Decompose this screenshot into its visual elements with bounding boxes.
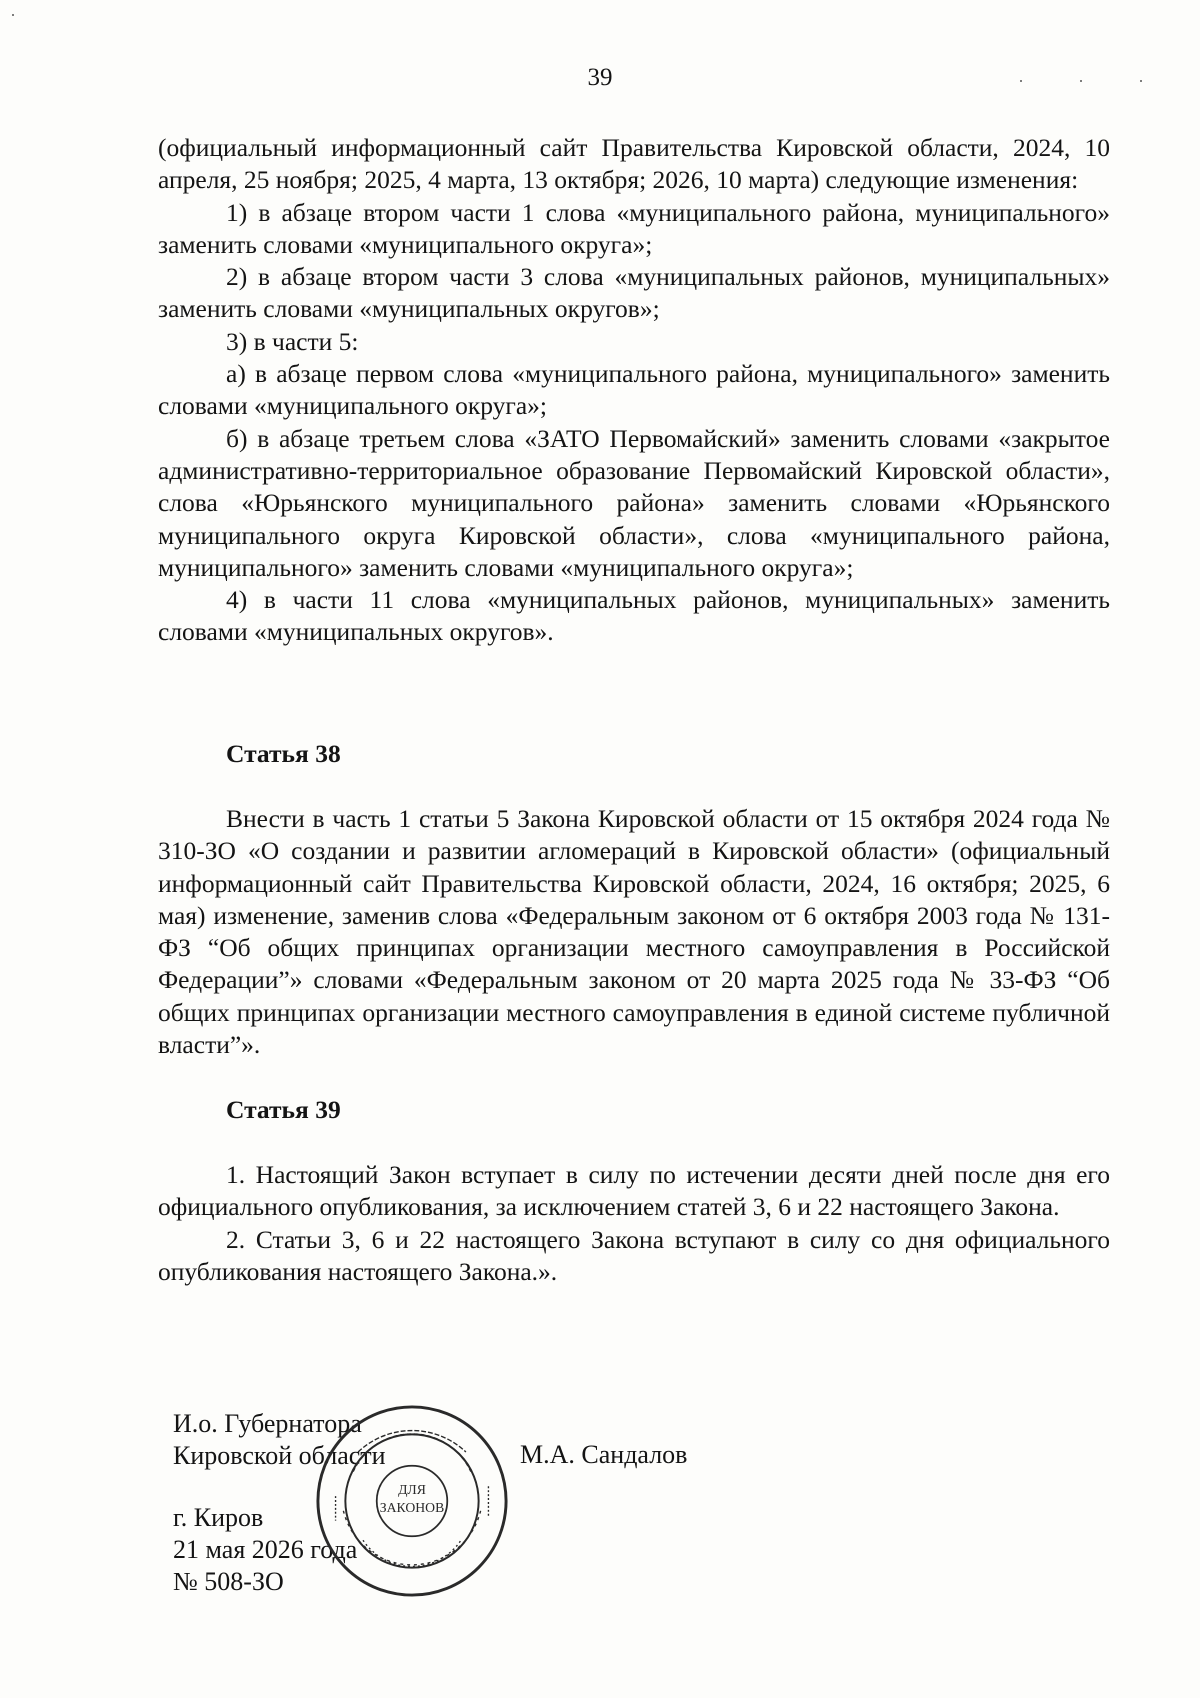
article-38-body [158,803,1110,1061]
continuation-text [158,132,1110,649]
svg-text:ДЛЯ: ДЛЯ [398,1482,426,1498]
article-39 [158,1094,1110,1126]
paragraph-intro: (официальный информационный сайт Правительства Кировской области, 2024, 10 апреля, 25 ноября; 2025, 4 марта, 13 октября; 2026, 10 марта) следующие изменения: [158,133,1110,195]
article-38 [158,738,1110,770]
article-39-heading: Статья 39 [226,1095,341,1124]
scan-speck [12,14,14,16]
article-39-item-1: 1. Настоящий Закон вступает в силу по истечении десяти дней после дня его официального опубликования, за исключением статей 3, 6 и 22 настоящего Закона. [158,1160,1110,1222]
list-item-3b: б) в абзаце третьем слова «ЗАТО Первомайский» заменить словами «закрытое административно-территориальное образование Первомайский Кировской области», слова «Юрьянского муниципального района» заменить словами «Юрьянского муниципального округа Кировской области», слова «муниципального района, муниципального» заменить словами «муниципального округа»; [158,423,1110,582]
article-38-heading: Статья 38 [226,739,341,768]
list-item-4: 4) в части 11 слова «муниципальных районов, муниципальных» заменить словами «муниципальных округов». [158,585,1110,647]
signatory-title-line-2: Кировской области [173,1441,386,1470]
official-seal-icon [314,1403,510,1599]
signatory-title-line-1: И.о. Губернатора [173,1409,362,1438]
signatory-name: М.А. Сандалов [520,1440,688,1469]
law-number: № 508-ЗО [173,1567,284,1596]
article-39-item-2: 2. Статьи 3, 6 и 22 настоящего Закона вступают в силу со дня официального опубликования настоящего Закона.». [158,1224,1110,1286]
list-item-1: 1) в абзаце втором части 1 слова «муниципального района, муниципального» заменить словами «муниципального округа»; [158,197,1110,259]
list-item-2: 2) в абзаце втором части 3 слова «муниципальных районов, муниципальных» заменить словами «муниципальных округов»; [158,262,1110,324]
signing-city: г. Киров [173,1503,264,1532]
page-number: 39 [587,64,613,91]
svg-text:ЗАКОНОВ: ЗАКОНОВ [379,1499,445,1515]
list-item-3a: а) в абзаце первом слова «муниципального района, муниципального» заменить словами «муниципального округа»; [158,359,1110,421]
article-39-body [158,1159,1110,1288]
article-38-text: Внести в часть 1 статьи 5 Закона Кировской области от 15 октября 2024 года № 310-ЗО «О создании и развитии агломераций в Кировской области» (официальный информационный сайт Правительства Кировской области, 2024, 16 октября; 2025, 6 мая) изменение, заменив слова «Федеральным законом от 6 октября 2003 года № 131-ФЗ “Об общих принципах организации местного самоуправления в Российской Федерации”» словами «Федеральным законом от 20 марта 2025 года № 33-ФЗ “Об общих принципах организации местного самоуправления в единой системе публичной власти”». [158,804,1110,1060]
list-item-3: 3) в части 5: [226,326,359,356]
signing-date: 21 мая 2026 года [173,1535,358,1564]
